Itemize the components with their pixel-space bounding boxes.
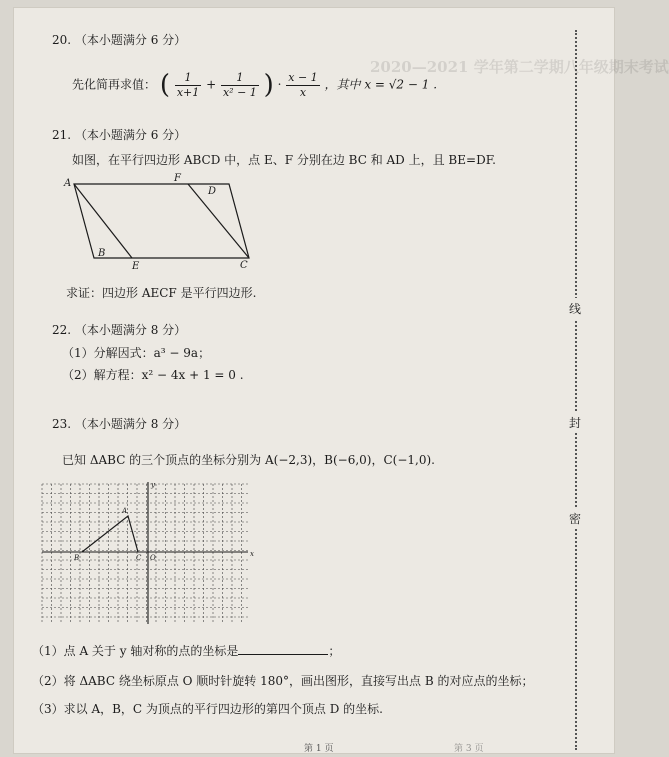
point-label-f: F [174,173,181,184]
grid-label-a: A [122,507,128,515]
q21-header [52,126,186,143]
q23-coordinate-grid [36,478,256,628]
x-axis-label: x [250,550,254,558]
q21-parallelogram-figure [54,170,264,270]
q20-points: （本小题满分 6 分） [74,33,187,47]
segment-fc [188,184,249,258]
point-label-b: B [98,248,106,259]
q23-points: （本小题满分 8 分） [74,417,187,431]
footer-page-number-ghost: 第 3 页 [454,744,484,754]
q21-number: 21. [52,128,72,142]
left-paren: ( [159,70,170,100]
origin-label: O [150,554,156,562]
q23-question-1: （1）点 A 关于 y 轴对称的点的坐标是 ； [32,644,341,658]
margin-word-feng: 封 [569,412,581,433]
ghost-title: 2020—2021 学年第二学期八年级期末考试 [370,58,669,76]
q20-fraction-3: $\frac{x - 1}{x}$ [288,70,318,99]
parallelogram-abcd [74,184,249,258]
footer-page-number: 第 1 页 [304,744,334,754]
q21-points: （本小题满分 6 分） [74,128,187,142]
triangle-abc [82,516,138,552]
margin-word-xian: 线 [569,298,581,319]
q23-given: 已知 ΔABC 的三个顶点的坐标分别为 A(−2,3)，B(−6,0)，C(−1,0). [62,453,435,467]
q23-question-2: （2）将 ΔABC 绕坐标原点 O 顺时针旋转 180°，画出图形，直接写出点 B 的对应点的坐标； [32,674,534,688]
q23-number: 23. [52,417,72,431]
point-label-a: A [64,178,72,189]
q20-prompt: 先化简再求值： [72,77,157,92]
y-axis-label: y [151,481,155,489]
q22-header [52,321,186,338]
q20-condition: ，其中 x = √2 − 1 . [324,77,438,92]
q20-expression: 先化简再求值： ( $\frac{1}{x+1}$ + $\frac{1}{\text{x² − 1}}$ ) · $\frac{x - 1}{x}$ ，其中 x = √2 − 1 . [72,70,438,100]
point-label-d: D [208,186,217,197]
q21-prove: 求证：四边形 AECF 是平行四边形. [66,286,257,300]
point-label-e: E [132,261,140,272]
grid-label-c: C [136,554,142,562]
point-label-c: C [240,260,248,271]
q23-header [52,415,186,432]
exam-sheet [14,8,669,754]
q23-question-3: （3）求以 A，B，C 为顶点的平行四边形的第四个顶点 D 的坐标. [32,702,383,716]
right-paren: ) [263,70,274,100]
q21-statement: 如图，在平行四边形 ABCD 中，点 E、F 分别在边 BC 和 AD 上，且 BE=DF. [72,153,496,167]
q22-points: （本小题满分 8 分） [74,323,187,337]
q22-number: 22. [52,323,72,337]
binding-margin-line [575,30,577,750]
segment-ae [74,184,132,258]
q20-header [52,31,186,48]
grid-label-b: B [74,554,80,562]
q22-part2: （2）解方程：x² − 4x + 1 = 0 . [62,368,244,382]
q22-part1: （1）分解因式：a³ − 9a； [62,346,211,360]
q20-fraction-1: $\frac{1}{x+1}$ [176,70,200,99]
margin-word-mi: 密 [569,508,581,529]
answer-blank[interactable] [238,642,328,655]
q20-fraction-2: $\frac{1}{\text{x² − 1}}$ [222,70,257,99]
q20-number: 20. [52,33,72,47]
